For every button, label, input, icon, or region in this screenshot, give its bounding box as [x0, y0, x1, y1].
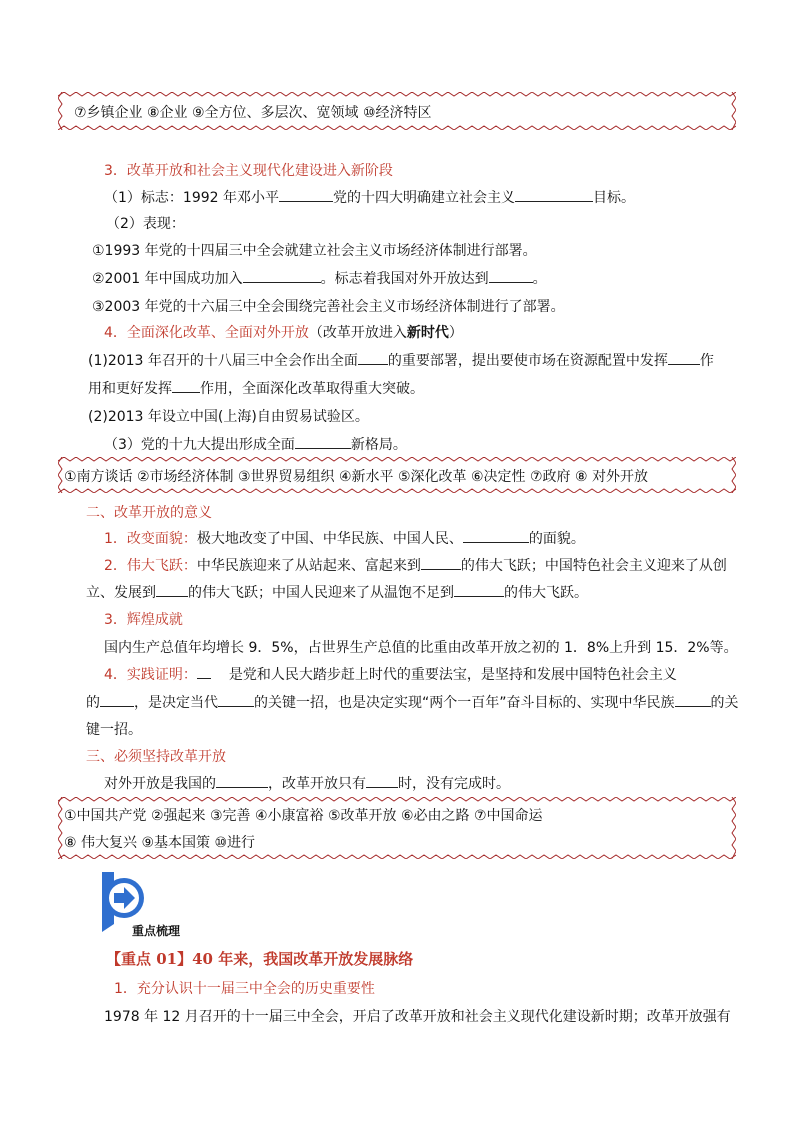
blank	[489, 268, 533, 283]
key-point-paragraph: 1978 年 12 月召开的十一届三中全会，开启了改革开放和社会主义现代化建设新时期；改革开放强有	[104, 1009, 731, 1025]
blank	[197, 664, 211, 679]
key-points-label: 重点梳理	[132, 924, 181, 938]
s3-p1: （1）标志：1992 年邓小平 党的十四大明确建立社会主义 目标。	[104, 187, 635, 207]
blank	[675, 692, 711, 707]
box-3-line-2: ⑧ 伟大复兴 ⑨基本国策 ⑩进行	[64, 835, 256, 851]
blank	[279, 187, 333, 202]
sec2-item4: 4．实践证明： 是党和人民大踏步赶上时代的重要法宝，是坚持和发展中国特色社会主义	[104, 664, 677, 684]
key-point-subheading: 1．充分认识十一届三中全会的历史重要性	[114, 981, 375, 997]
blank	[216, 773, 268, 788]
blank	[463, 528, 529, 543]
blank	[243, 268, 321, 283]
blank	[100, 692, 134, 707]
blank	[366, 773, 398, 788]
section-2-heading: 二、改革开放的意义	[86, 505, 212, 521]
s4-p3: （3）党的十九大提出形成全面 新格局。	[104, 434, 407, 454]
box-1-text: ⑦乡镇企业 ⑧企业 ⑨全方位、多层次、宽领域 ⑩经济特区	[74, 105, 432, 121]
blank	[295, 434, 351, 449]
s3-p3: ①1993 年党的十四届三中全会就建立社会主义市场经济体制进行部署。	[92, 243, 537, 259]
blank	[454, 582, 504, 597]
sec2-item2: 2．伟大飞跃：中华民族迎来了从站起来、富起来到 的伟大飞跃；中国特色社会主义迎来了从创	[104, 555, 727, 575]
answer-box-3	[58, 797, 736, 859]
sec2-item3-label: 3．辉煌成就	[104, 612, 183, 628]
sec2-item3-text: 国内生产总值年均增长 9．5%，占世界生产总值的比重由改革开放之初的 1．8%上升到 15．2%等。	[104, 640, 738, 656]
blank	[172, 378, 200, 393]
box-2-text: ①南方谈话 ②市场经济体制 ③世界贸易组织 ④新水平 ⑤深化改革 ⑥决定性 ⑦政府 ⑧ 对外开放	[64, 469, 649, 485]
sec2-item2-cont: 立、发展到 的伟大飞跃；中国人民迎来了从温饱不足到 的伟大飞跃。	[86, 582, 588, 602]
sec2-item1: 1．改变面貌：极大地改变了中国、中华民族、中国人民、 的面貌。	[104, 528, 585, 548]
blank	[358, 350, 388, 365]
key-point-title: 【重点 01】40 年来，我国改革开放发展脉络	[106, 950, 414, 968]
section-4-heading: 4．全面深化改革、全面对外开放（改革开放进入新时代）	[104, 325, 463, 341]
box-3-line-1: ①中国共产党 ②强起来 ③完善 ④小康富裕 ⑤改革开放 ⑥必由之路 ⑦中国命运	[64, 808, 543, 824]
s3-p4: ②2001 年中国成功加入 。标志着我国对外开放达到 。	[92, 268, 547, 288]
blank	[218, 692, 254, 707]
s3-p5: ③2003 年党的十六届三中全会围绕完善社会主义市场经济体制进行了部署。	[92, 299, 565, 315]
answer-box-2	[58, 457, 736, 493]
blank	[515, 187, 593, 202]
sec2-item4-cont: 的 ，是决定当代 的关键一招，也是决定实现“两个一百年”奋斗目标的、实现中华民族 的关	[86, 692, 739, 712]
blank	[668, 350, 700, 365]
answer-box-1	[58, 92, 736, 130]
sec2-item4-end: 键一招。	[86, 722, 142, 738]
s4-p1: (1)2013 年召开的十八届三中全会作出全面 的重要部署，提出要使市场在资源配置中发挥 作	[88, 350, 714, 370]
s3-p2: （2）表现：	[106, 216, 185, 232]
blank	[156, 582, 188, 597]
blank	[421, 555, 461, 570]
section-3b-heading: 三、必须坚持改革开放	[86, 749, 226, 765]
s4-p2: (2)2013 年设立中国(上海)自由贸易试验区。	[88, 409, 369, 425]
sec3-text: 对外开放是我国的 ，改革开放只有 时，没有完成时。	[104, 773, 510, 793]
section-3-heading: 3．改革开放和社会主义现代化建设进入新阶段	[104, 163, 393, 179]
s4-p1-cont: 用和更好发挥 作用，全面深化改革取得重大突破。	[88, 378, 424, 398]
